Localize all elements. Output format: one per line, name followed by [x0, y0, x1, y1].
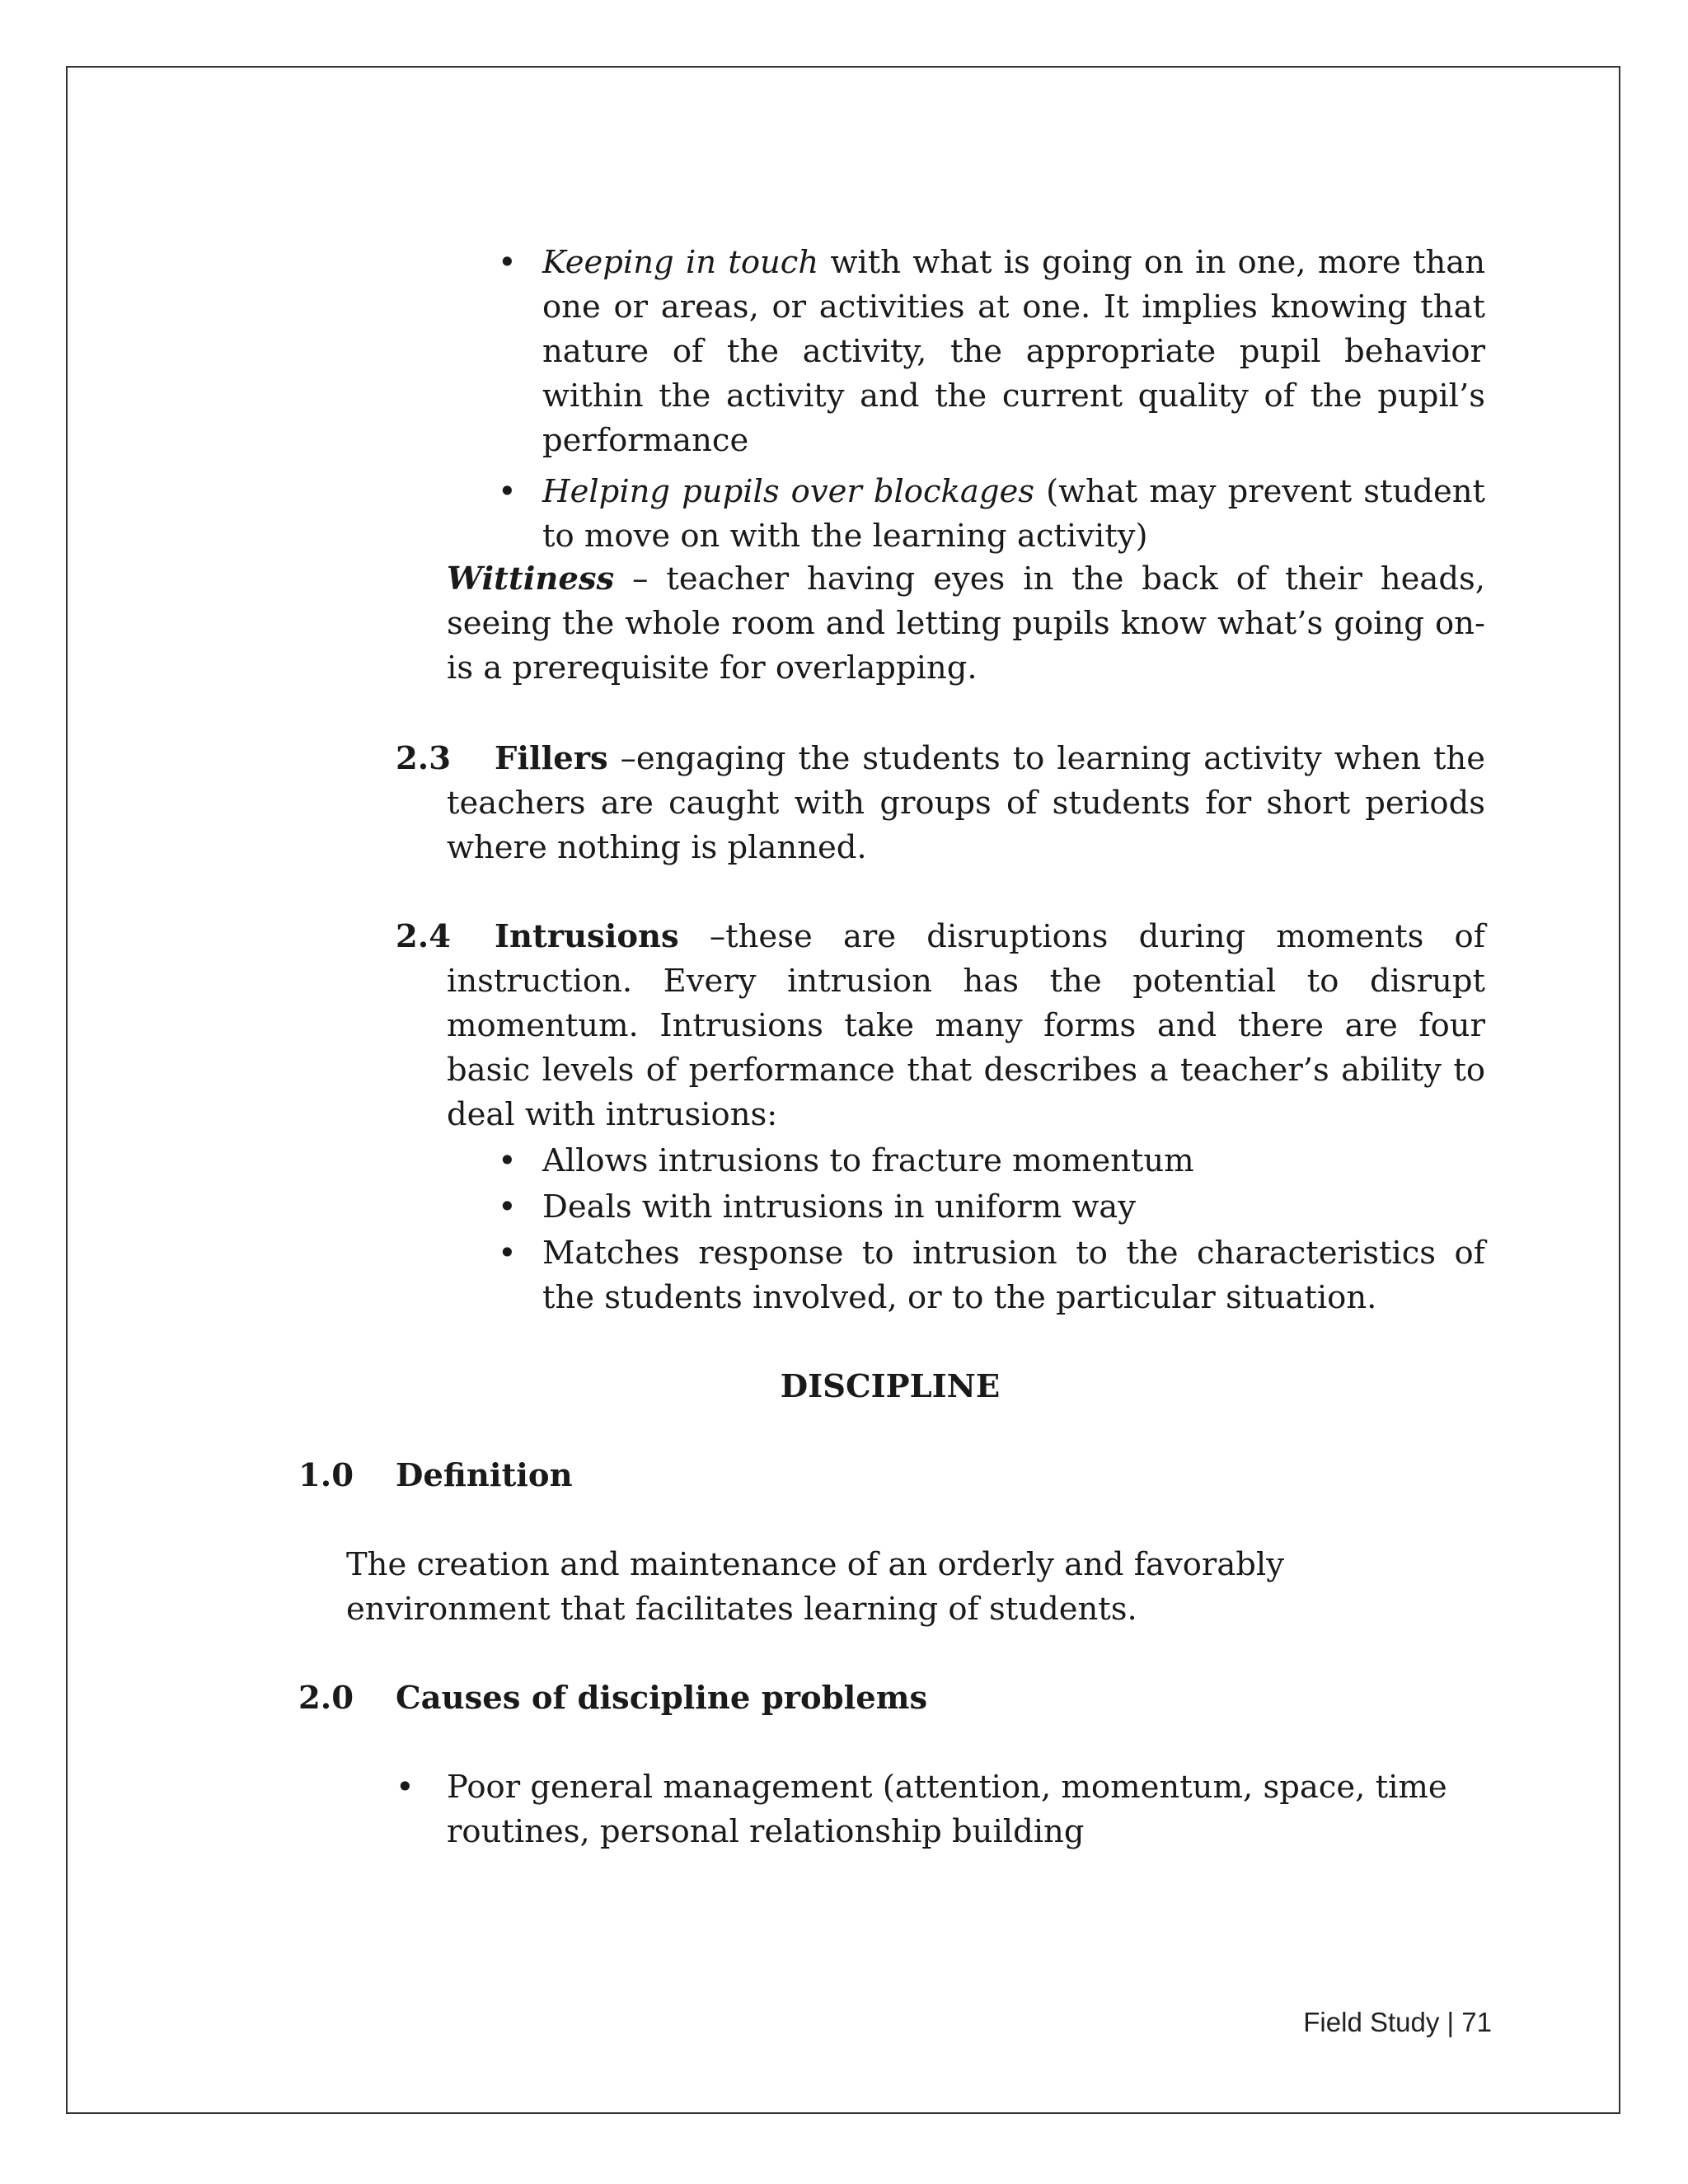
- fillers-paragraph: [447, 737, 1485, 870]
- list-item: Matches response to intrusion to the characteristics of the students involved, or to the particular situation.: [542, 1235, 1485, 1316]
- list-item: Poor general management (attention, momentum, space, time routines, personal relationship building: [447, 1769, 1447, 1850]
- section-number-definition: 1.0: [298, 1457, 354, 1494]
- bullet-marker: •: [396, 1769, 415, 1806]
- list-item-helping-pupils: [542, 470, 1485, 559]
- section-number-causes: 2.0: [298, 1680, 354, 1717]
- section-number-intrusions: 2.4: [396, 918, 451, 955]
- item-text: with what is going on in one, more than one or areas, or activities at one. It implies knowing that nature of the activity, the appropriate pupil behavior within the activity and the current quality of the pupil’s performance: [542, 244, 1485, 459]
- footer-label: Field Study: [1303, 2007, 1440, 2037]
- page-footer: [1303, 2003, 1492, 2042]
- list-item-keeping-in-touch: [542, 241, 1485, 463]
- wittiness-paragraph: [447, 557, 1485, 691]
- term-keeping-in-touch: Keeping in touch: [542, 244, 819, 281]
- bullet-marker: •: [498, 1235, 517, 1272]
- term-wittiness: Wittiness: [447, 560, 615, 598]
- list-item: Deals with intrusions in uniform way: [542, 1188, 1136, 1226]
- bullet-marker: •: [498, 244, 517, 281]
- term-helping-pupils: Helping pupils over blockages: [542, 473, 1035, 510]
- section-number-fillers: 2.3: [396, 740, 451, 777]
- item-text: (what may prevent student to move on with the learning activity): [542, 473, 1486, 555]
- fillers-text: –engaging the students to learning activity when the teachers are caught with groups of students for short periods where nothing is planned.: [447, 740, 1485, 866]
- section-title-discipline: DISCIPLINE: [780, 1368, 1001, 1405]
- page-number: 71: [1461, 2007, 1492, 2037]
- bullet-marker: •: [498, 473, 517, 510]
- heading-definition: Definition: [396, 1457, 573, 1494]
- definition-text: The creation and maintenance of an orderly and favorably environment that facilitates learning of students.: [346, 1546, 1284, 1628]
- wittiness-text: – teacher having eyes in the back of their heads, seeing the whole room and letting pupils know what’s going on- is a prerequisite for overlapping.: [447, 560, 1485, 687]
- intrusions-paragraph: [447, 915, 1485, 1137]
- term-fillers: Fillers: [495, 740, 608, 777]
- term-intrusions: Intrusions: [495, 918, 679, 955]
- bullet-marker: •: [498, 1188, 517, 1226]
- list-item: Allows intrusions to fracture momentum: [542, 1142, 1194, 1179]
- bullet-marker: •: [498, 1142, 517, 1179]
- heading-causes: Causes of discipline problems: [396, 1680, 928, 1717]
- intrusions-text: –these are disruptions during moments of instruction. Every intrusion has the potential to disrupt momentum. Intrusions take many forms and there are four basic levels of performance that describes a teacher’s ability to deal with intrusions:: [447, 918, 1485, 1133]
- footer-separator: |: [1447, 2007, 1455, 2037]
